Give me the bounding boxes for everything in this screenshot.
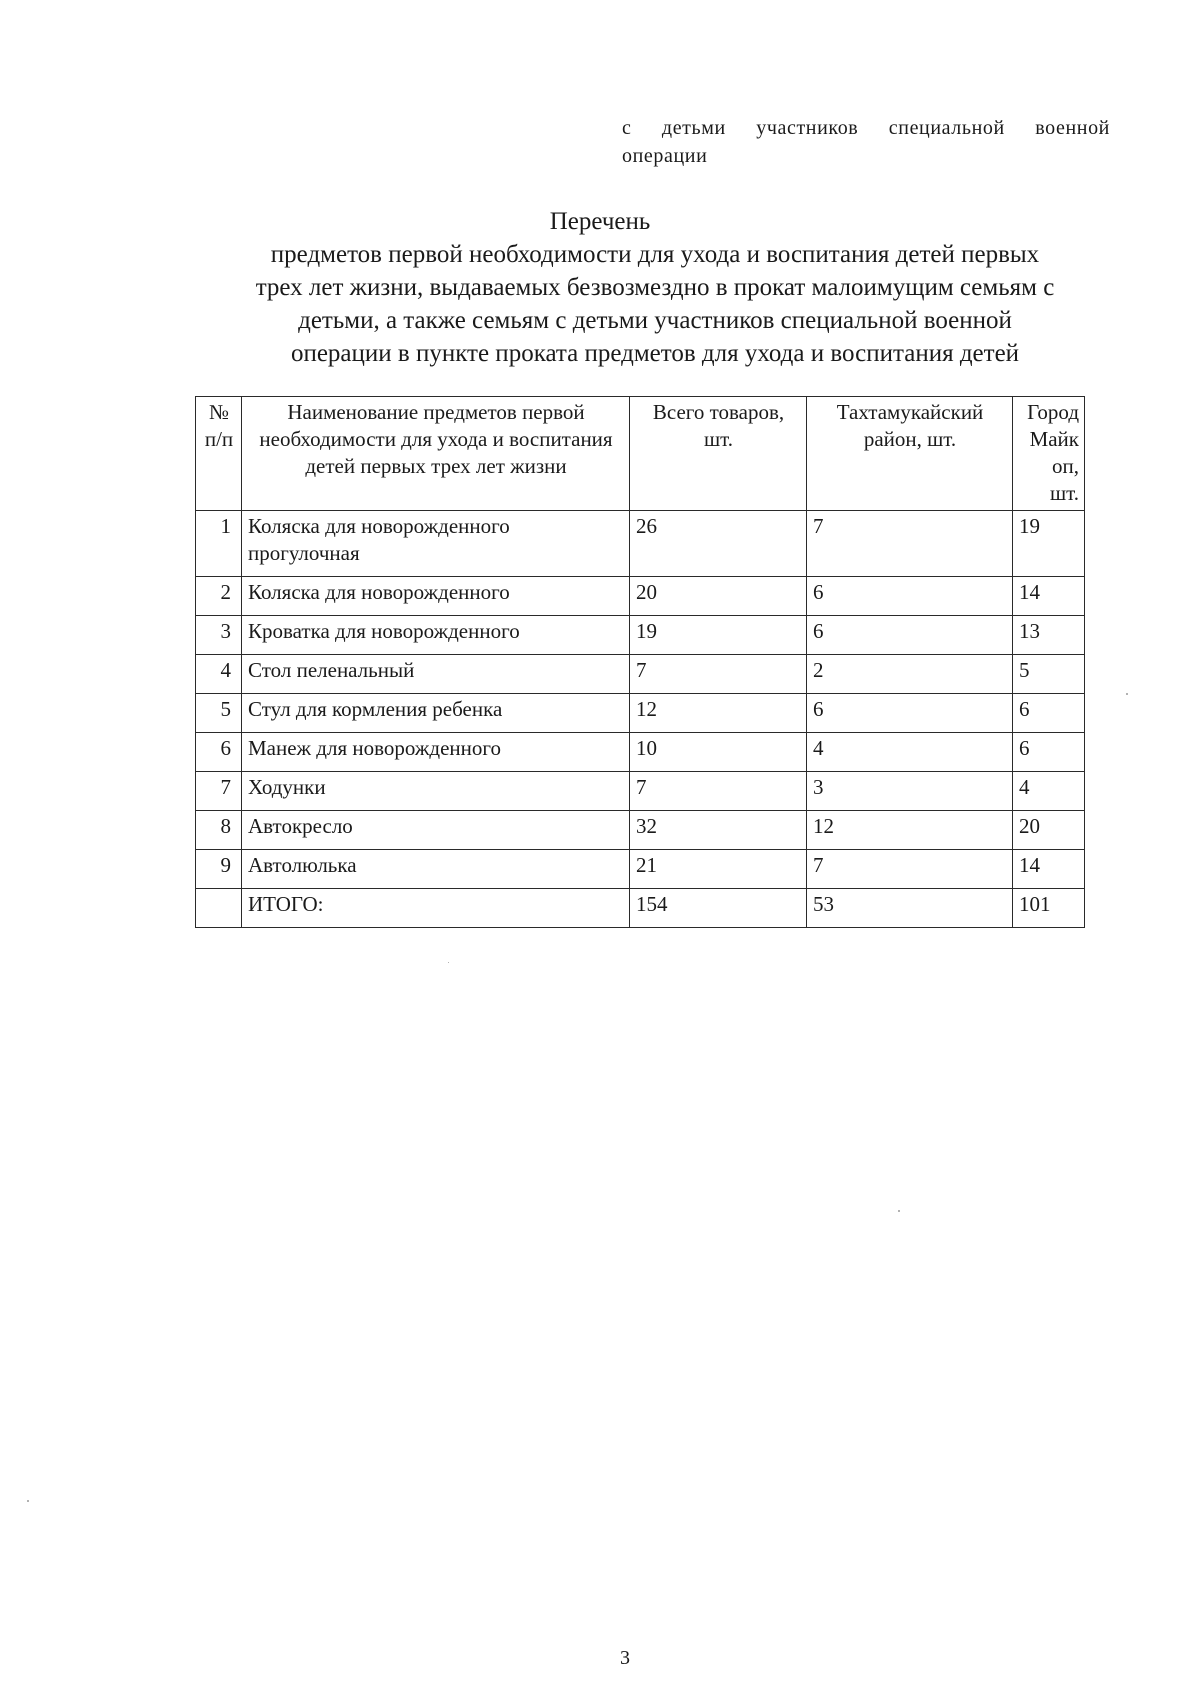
cell-total: 32 xyxy=(630,811,807,850)
cell-district: 7 xyxy=(807,511,1013,577)
cell-total: 20 xyxy=(630,577,807,616)
document-title: Перечень xyxy=(549,208,651,235)
cell-num: 6 xyxy=(196,733,242,772)
cell-city: 6 xyxy=(1013,694,1085,733)
subtitle-line: детьми, а также семьям с детьми участников специальной военной xyxy=(298,307,1012,334)
cell-district: 53 xyxy=(807,889,1013,928)
cell-name: Ходунки xyxy=(242,772,630,811)
cell-name: Кроватка для новорожденного xyxy=(242,616,630,655)
table-header-row xyxy=(196,397,1085,511)
table-row xyxy=(196,772,1085,811)
cell-num: 1 xyxy=(196,511,242,577)
table-row xyxy=(196,733,1085,772)
cell-num: 2 xyxy=(196,577,242,616)
cell-city: 5 xyxy=(1013,655,1085,694)
scan-speck xyxy=(448,962,449,963)
header-note: с детьми участников специальной военной операции xyxy=(622,117,1110,167)
table-row xyxy=(196,850,1085,889)
table-total-row xyxy=(196,889,1085,928)
cell-num: 8 xyxy=(196,811,242,850)
header-city: Город Майк оп, шт. xyxy=(1013,397,1085,511)
header-num: № п/п xyxy=(196,397,242,511)
cell-total-label: ИТОГО: xyxy=(242,889,630,928)
cell-total: 19 xyxy=(630,616,807,655)
cell-name: Стул для кормления ребенка xyxy=(242,694,630,733)
cell-city: 6 xyxy=(1013,733,1085,772)
cell-name: Стол пеленальный xyxy=(242,655,630,694)
cell-total: 7 xyxy=(630,655,807,694)
header-district: Тахтамукайский район, шт. xyxy=(807,397,1013,511)
cell-district: 12 xyxy=(807,811,1013,850)
scan-speck xyxy=(898,1210,900,1212)
table-row xyxy=(196,811,1085,850)
cell-name: Манеж для новорожденного xyxy=(242,733,630,772)
cell-num: 5 xyxy=(196,694,242,733)
cell-district: 7 xyxy=(807,850,1013,889)
cell-district: 6 xyxy=(807,577,1013,616)
cell-district: 6 xyxy=(807,616,1013,655)
cell-name: Автокресло xyxy=(242,811,630,850)
cell-num: 7 xyxy=(196,772,242,811)
cell-district: 6 xyxy=(807,694,1013,733)
cell-num: 3 xyxy=(196,616,242,655)
table-row xyxy=(196,694,1085,733)
document-subtitle xyxy=(190,238,1120,370)
cell-total: 26 xyxy=(630,511,807,577)
cell-total: 154 xyxy=(630,889,807,928)
header-total: Всего товаров, шт. xyxy=(630,397,807,511)
cell-city: 14 xyxy=(1013,577,1085,616)
cell-num xyxy=(196,889,242,928)
table-row xyxy=(196,616,1085,655)
header-name: Наименование предметов первой необходимости для ухода и воспитания детей первых трех лет жизни xyxy=(242,397,630,511)
subtitle-line: предметов первой необходимости для ухода и воспитания детей первых xyxy=(270,241,1040,268)
cell-city: 19 xyxy=(1013,511,1085,577)
table-row xyxy=(196,577,1085,616)
table-row xyxy=(196,655,1085,694)
cell-name: Коляска для новорожденного xyxy=(242,577,630,616)
cell-city: 14 xyxy=(1013,850,1085,889)
cell-num: 9 xyxy=(196,850,242,889)
cell-name: Автолюлька xyxy=(242,850,630,889)
subtitle-line: трех лет жизни, выдаваемых безвозмездно в прокат малоимущим семьям с xyxy=(255,274,1055,301)
cell-city: 101 xyxy=(1013,889,1085,928)
cell-total: 10 xyxy=(630,733,807,772)
cell-district: 3 xyxy=(807,772,1013,811)
scan-speck xyxy=(1126,693,1128,695)
cell-district: 2 xyxy=(807,655,1013,694)
cell-total: 7 xyxy=(630,772,807,811)
subtitle-line: операции в пункте проката предметов для ухода и воспитания детей xyxy=(290,340,1020,367)
table-row xyxy=(196,511,1085,577)
cell-district: 4 xyxy=(807,733,1013,772)
page-number: 3 xyxy=(620,1647,630,1669)
scan-speck xyxy=(27,1500,29,1502)
cell-total: 12 xyxy=(630,694,807,733)
cell-num: 4 xyxy=(196,655,242,694)
cell-city: 4 xyxy=(1013,772,1085,811)
cell-name: Коляска для новорожденного прогулочная xyxy=(242,511,630,577)
cell-city: 20 xyxy=(1013,811,1085,850)
cell-city: 13 xyxy=(1013,616,1085,655)
items-table xyxy=(195,396,1085,928)
cell-total: 21 xyxy=(630,850,807,889)
